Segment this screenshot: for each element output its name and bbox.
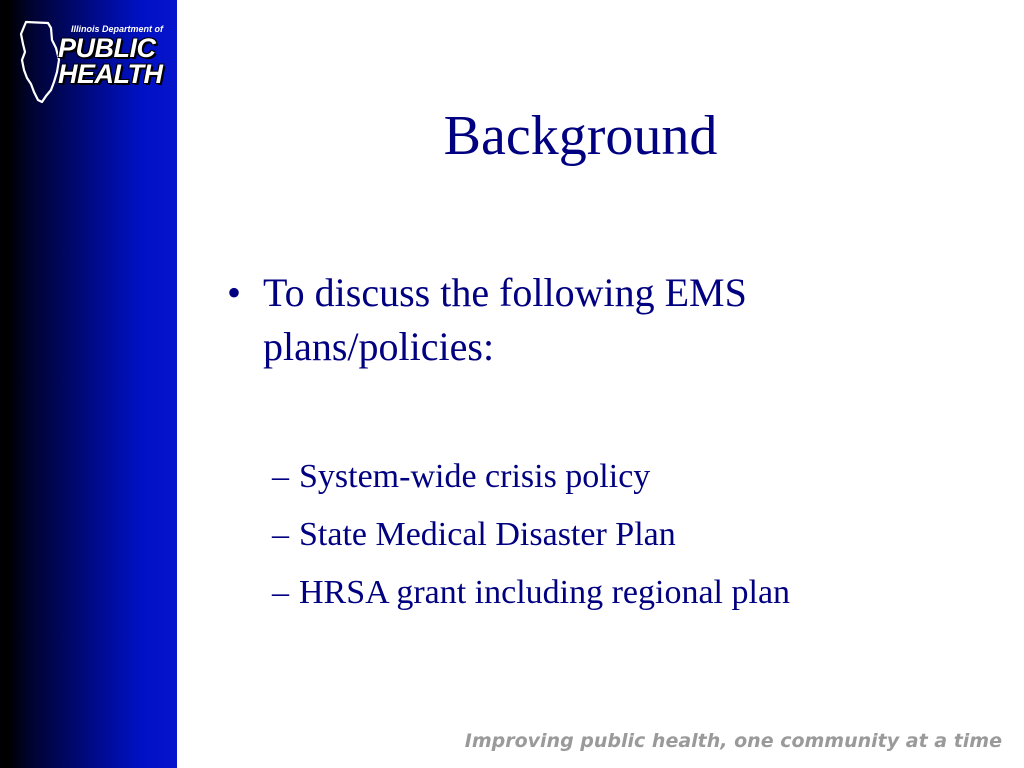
sub-bullet-item [272, 448, 972, 506]
sub-bullet-item [272, 506, 972, 564]
sidebar-band [0, 0, 177, 768]
logo-word-public: PUBLIC [58, 33, 156, 63]
footer-tagline: Improving public health, one community at a time [464, 730, 1002, 752]
logo-word-health: HEALTH [58, 59, 163, 89]
sub-bullet-dash: – [272, 574, 289, 611]
slide-title: Background [443, 105, 718, 167]
sub-bullet-list [272, 448, 972, 622]
sub-bullet-text: State Medical Disaster Plan [299, 516, 676, 553]
bullet-mark: • [227, 270, 242, 315]
logo-department-text: Illinois Department of [71, 24, 164, 34]
sub-bullet-text: System-wide crisis policy [299, 458, 651, 495]
sub-bullet-dash: – [272, 516, 289, 553]
agency-logo [18, 20, 170, 104]
sub-bullet-item [272, 564, 972, 622]
main-bullet-text: To discuss the following EMS plans/policies: [263, 270, 747, 369]
sub-bullet-dash: – [272, 458, 289, 495]
sub-bullet-text: HRSA grant including regional plan [299, 574, 791, 611]
